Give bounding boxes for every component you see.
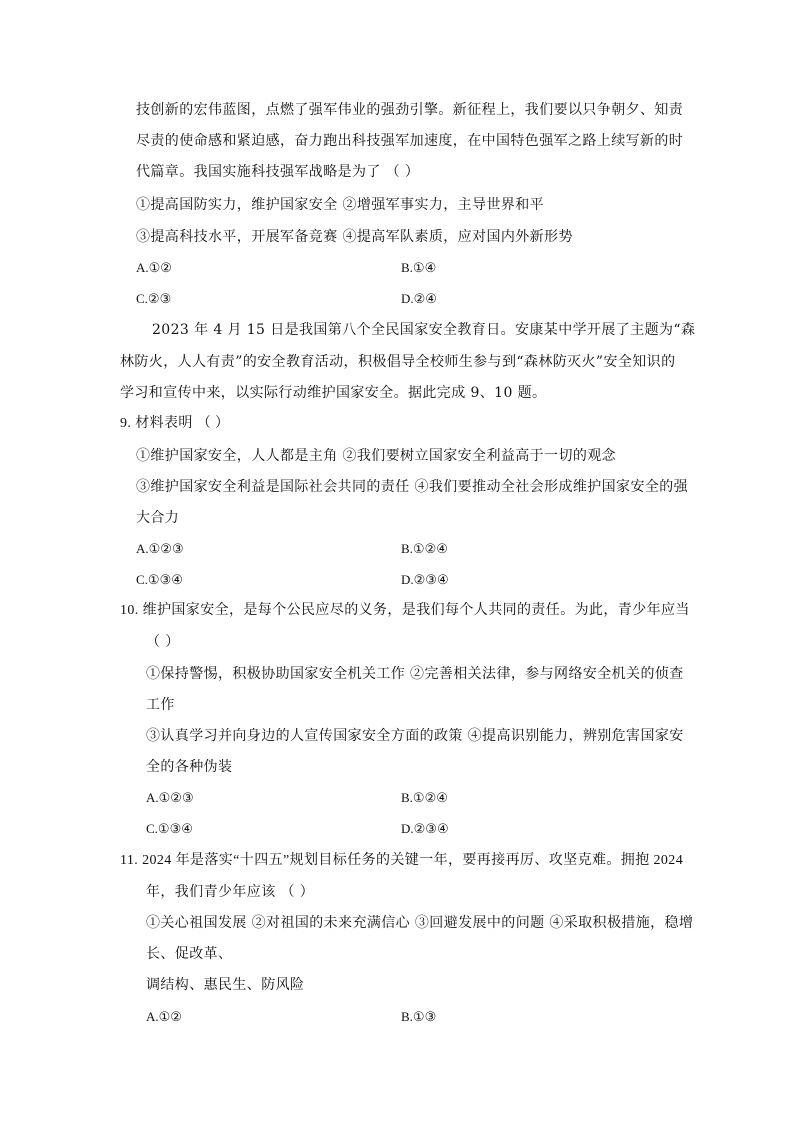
q11-statement-1: ①关心祖国发展 ②对祖国的未来充满信心 ③回避发展中的问题 ④采取积极措施，稳增: [146, 915, 694, 931]
material-line-3: 学习和宣传中来，以实际行动维护国家安全。据此完成 9、10 题。: [120, 385, 547, 401]
q10-option-c: C.①③④: [146, 821, 193, 836]
material-line-2: 林防火，人人有责”的安全教育活动，积极倡导全校师生参与到“森林防灭火”安全知识的: [120, 354, 676, 370]
material-line-1: 2023 年 4 月 15 日是我国第八个全民国家安全教育日。安康某中学开展了主题为“森: [152, 322, 696, 338]
q10-statement-2: 工作: [146, 697, 175, 713]
q9-option-a: A.①②③: [136, 541, 184, 556]
q9-option-d: D.②③④: [401, 572, 449, 587]
q9-statement-1: ①维护国家安全，人人都是主角 ②我们要树立国家安全利益高于一切的观念: [136, 448, 617, 464]
q9-statement-2: ③维护国家安全利益是国际社会共同的责任 ④我们要推动全社会形成维护国家安全的强: [136, 479, 689, 495]
q9-statement-3: 大合力: [136, 510, 180, 526]
q10-option-b: B.①②④: [401, 790, 448, 805]
q8-stem-line-2: 尽责的使命感和紧迫感，奋力跑出科技强军加速度，在中国特色强军之路上续写新的时: [136, 133, 684, 149]
q8-stem-line-3: 代篇章。我国实施科技强军战略是为了 （ ）: [136, 164, 420, 180]
q10-statement-1: ①保持警惕，积极协助国家安全机关工作 ②完善相关法律，参与网络安全机关的侦查: [146, 666, 684, 682]
q11-stem-line-1: 11. 2024 年是落实“十四五”规划目标任务的关键一年，要再接再厉、攻坚克难。拥抱 2024: [120, 853, 684, 868]
q9-option-c: C.①③④: [136, 572, 183, 587]
q11-stem-line-2: 年，我们青少年应该 （ ）: [146, 884, 315, 900]
q10-statement-3: ③认真学习并向身边的人宣传国家安全方面的政策 ④提高识别能力，辨别危害国家安: [146, 728, 684, 744]
q10-statement-4: 全的各种伪装: [146, 759, 233, 775]
q10-option-a: A.①②③: [146, 790, 194, 805]
q8-statement-1: ①提高国防实力，维护国家安全 ②增强军事实力，主导世界和平: [136, 197, 545, 213]
q8-option-d: D.②④: [401, 291, 437, 306]
q8-option-b: B.①④: [401, 260, 437, 275]
q9-option-b: B.①②④: [401, 541, 448, 556]
q8-option-a: A.①②: [136, 260, 172, 275]
q11-option-b: B.①③: [401, 1009, 437, 1024]
q10-option-d: D.②③④: [401, 821, 449, 836]
q8-option-c: C.②③: [136, 291, 172, 306]
q11-statement-3: 调结构、惠民生、防风险: [146, 977, 305, 993]
q10-stem-line-2: （ ）: [146, 634, 180, 650]
q9-stem: 9. 材料表明 （ ）: [120, 416, 230, 431]
q11-statement-2: 长、促改革、: [146, 946, 233, 962]
q10-stem-line-1: 10. 维护国家安全，是每个公民应尽的义务，是我们每个人共同的责任。为此，青少年应当: [120, 603, 690, 618]
q8-stem-line-1: 技创新的宏伟蓝图，点燃了强军伟业的强劲引擎。新征程上，我们要以只争朝夕、知责: [136, 102, 684, 118]
q8-statement-2: ③提高科技水平，开展军备竞赛 ④提高军队素质，应对国内外新形势: [136, 229, 573, 245]
q11-option-a: A.①②: [146, 1009, 182, 1024]
